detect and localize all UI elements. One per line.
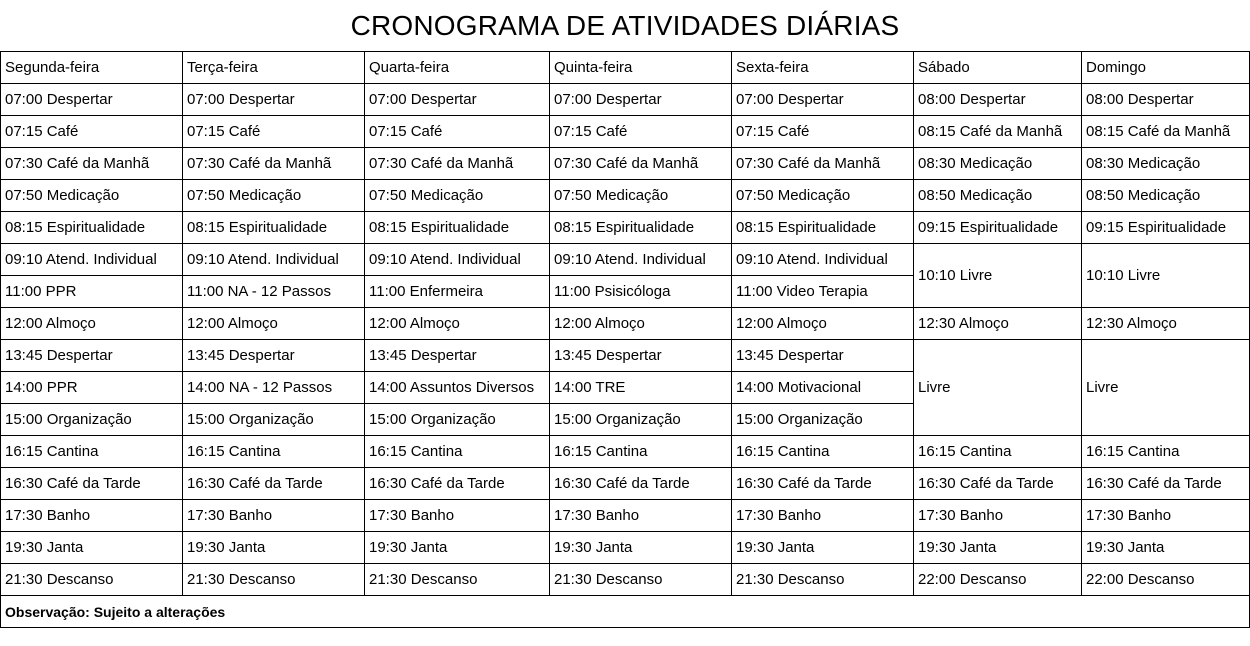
schedule-cell: 17:30 Banho — [550, 500, 732, 532]
schedule-cell: 07:30 Café da Manhã — [550, 148, 732, 180]
weekend-cell: 16:15 Cantina — [914, 436, 1082, 468]
table-row — [1, 244, 1250, 276]
weekend-cell: 16:30 Café da Tarde — [1082, 468, 1250, 500]
schedule-cell: 13:45 Despertar — [365, 340, 550, 372]
schedule-cell: 21:30 Descanso — [1, 564, 183, 596]
schedule-cell: 16:15 Cantina — [365, 436, 550, 468]
weekend-cell: 08:30 Medicação — [914, 148, 1082, 180]
schedule-cell: 11:00 Video Terapia — [732, 276, 914, 308]
table-row — [1, 468, 1250, 500]
schedule-cell: 07:30 Café da Manhã — [732, 148, 914, 180]
weekend-cell: 08:00 Despertar — [1082, 84, 1250, 116]
schedule-cell: 09:10 Atend. Individual — [1, 244, 183, 276]
schedule-cell: 21:30 Descanso — [550, 564, 732, 596]
schedule-cell: 13:45 Despertar — [183, 340, 365, 372]
schedule-cell: 07:50 Medicação — [183, 180, 365, 212]
schedule-cell: 08:15 Espiritualidade — [183, 212, 365, 244]
page-title: CRONOGRAMA DE ATIVIDADES DIÁRIAS — [350, 10, 900, 41]
schedule-cell: 11:00 Psisicóloga — [550, 276, 732, 308]
day-header: Segunda-feira — [1, 52, 183, 84]
weekend-cell: 12:30 Almoço — [914, 308, 1082, 340]
day-header: Terça-feira — [183, 52, 365, 84]
note-row — [1, 596, 1250, 628]
schedule-cell: 17:30 Banho — [732, 500, 914, 532]
schedule-cell: 19:30 Janta — [365, 532, 550, 564]
schedule-cell: 07:50 Medicação — [732, 180, 914, 212]
schedule-cell: 15:00 Organização — [183, 404, 365, 436]
schedule-cell: 12:00 Almoço — [732, 308, 914, 340]
schedule-cell: 07:00 Despertar — [550, 84, 732, 116]
schedule-cell: 19:30 Janta — [550, 532, 732, 564]
schedule-cell: 09:10 Atend. Individual — [732, 244, 914, 276]
weekend-cell: 08:15 Café da Manhã — [1082, 116, 1250, 148]
schedule-cell: 08:15 Espiritualidade — [1, 212, 183, 244]
weekend-cell: 22:00 Descanso — [1082, 564, 1250, 596]
schedule-cell: 07:15 Café — [1, 116, 183, 148]
schedule-cell: 16:30 Café da Tarde — [732, 468, 914, 500]
table-row — [1, 180, 1250, 212]
schedule-cell: 08:15 Espiritualidade — [732, 212, 914, 244]
schedule-cell: 07:30 Café da Manhã — [1, 148, 183, 180]
table-row — [1, 500, 1250, 532]
schedule-cell: 16:30 Café da Tarde — [183, 468, 365, 500]
weekend-cell: 19:30 Janta — [1082, 532, 1250, 564]
weekend-cell: 17:30 Banho — [1082, 500, 1250, 532]
weekend-cell: 10:10 Livre — [914, 244, 1082, 308]
schedule-cell: 16:15 Cantina — [183, 436, 365, 468]
table-row — [1, 308, 1250, 340]
schedule-cell: 07:00 Despertar — [1, 84, 183, 116]
schedule-cell: 07:50 Medicação — [1, 180, 183, 212]
schedule-cell: 13:45 Despertar — [1, 340, 183, 372]
schedule-cell: 21:30 Descanso — [732, 564, 914, 596]
schedule-cell: 12:00 Almoço — [1, 308, 183, 340]
schedule-cell: 16:15 Cantina — [550, 436, 732, 468]
weekend-cell: 08:15 Café da Manhã — [914, 116, 1082, 148]
weekend-cell: 16:30 Café da Tarde — [914, 468, 1082, 500]
schedule-cell: 11:00 PPR — [1, 276, 183, 308]
schedule-cell: 16:15 Cantina — [1, 436, 183, 468]
weekend-cell: Livre — [1082, 340, 1250, 436]
table-row — [1, 116, 1250, 148]
day-header: Quinta-feira — [550, 52, 732, 84]
table-row — [1, 436, 1250, 468]
schedule-cell: 08:15 Espiritualidade — [365, 212, 550, 244]
schedule-cell: 16:30 Café da Tarde — [550, 468, 732, 500]
schedule-cell: 14:00 Motivacional — [732, 372, 914, 404]
schedule-cell: 12:00 Almoço — [365, 308, 550, 340]
weekend-cell: 12:30 Almoço — [1082, 308, 1250, 340]
schedule-body — [1, 52, 1250, 628]
schedule-cell: 09:10 Atend. Individual — [365, 244, 550, 276]
weekend-cell: 22:00 Descanso — [914, 564, 1082, 596]
schedule-cell: 16:30 Café da Tarde — [1, 468, 183, 500]
schedule-cell: 07:00 Despertar — [365, 84, 550, 116]
schedule-cell: 13:45 Despertar — [550, 340, 732, 372]
table-row — [1, 84, 1250, 116]
schedule-cell: 14:00 TRE — [550, 372, 732, 404]
schedule-cell: 14:00 PPR — [1, 372, 183, 404]
header-row — [1, 52, 1250, 84]
table-row — [1, 532, 1250, 564]
schedule-cell: 09:10 Atend. Individual — [550, 244, 732, 276]
weekend-cell: 08:00 Despertar — [914, 84, 1082, 116]
weekend-cell: 19:30 Janta — [914, 532, 1082, 564]
schedule-cell: 16:30 Café da Tarde — [365, 468, 550, 500]
schedule-cell: 07:00 Despertar — [732, 84, 914, 116]
schedule-cell: 11:00 NA - 12 Passos — [183, 276, 365, 308]
schedule-cell: 07:15 Café — [183, 116, 365, 148]
schedule-cell: 19:30 Janta — [183, 532, 365, 564]
schedule-cell: 17:30 Banho — [1, 500, 183, 532]
schedule-cell: 21:30 Descanso — [183, 564, 365, 596]
day-header: Domingo — [1082, 52, 1250, 84]
schedule-cell: 12:00 Almoço — [550, 308, 732, 340]
schedule-cell: 07:30 Café da Manhã — [183, 148, 365, 180]
schedule-cell: 16:15 Cantina — [732, 436, 914, 468]
day-header: Sexta-feira — [732, 52, 914, 84]
schedule-cell: 19:30 Janta — [1, 532, 183, 564]
weekend-cell: 09:15 Espiritualidade — [914, 212, 1082, 244]
table-row — [1, 148, 1250, 180]
schedule-cell: 07:15 Café — [365, 116, 550, 148]
schedule-cell: 14:00 NA - 12 Passos — [183, 372, 365, 404]
table-row — [1, 564, 1250, 596]
schedule-cell: 14:00 Assuntos Diversos — [365, 372, 550, 404]
day-header: Quarta-feira — [365, 52, 550, 84]
schedule-cell: 07:50 Medicação — [550, 180, 732, 212]
schedule-cell: 15:00 Organização — [365, 404, 550, 436]
table-row — [1, 212, 1250, 244]
schedule-table — [0, 51, 1250, 628]
schedule-cell: 08:15 Espiritualidade — [550, 212, 732, 244]
schedule-cell: 07:50 Medicação — [365, 180, 550, 212]
schedule-cell: 09:10 Atend. Individual — [183, 244, 365, 276]
schedule-cell: 15:00 Organização — [1, 404, 183, 436]
schedule-cell: 15:00 Organização — [550, 404, 732, 436]
schedule-cell: 13:45 Despertar — [732, 340, 914, 372]
schedule-cell: 07:15 Café — [732, 116, 914, 148]
schedule-cell: 19:30 Janta — [732, 532, 914, 564]
weekend-cell: 08:50 Medicação — [914, 180, 1082, 212]
table-row — [1, 340, 1250, 372]
weekend-cell: 08:50 Medicação — [1082, 180, 1250, 212]
schedule-cell: 15:00 Organização — [732, 404, 914, 436]
schedule-cell: 12:00 Almoço — [183, 308, 365, 340]
schedule-cell: 07:00 Despertar — [183, 84, 365, 116]
weekend-cell: 17:30 Banho — [914, 500, 1082, 532]
schedule-cell: 21:30 Descanso — [365, 564, 550, 596]
schedule-cell: 17:30 Banho — [365, 500, 550, 532]
weekend-cell: 10:10 Livre — [1082, 244, 1250, 308]
note-text: Observação: Sujeito a alterações — [1, 596, 1250, 628]
schedule-cell: 17:30 Banho — [183, 500, 365, 532]
weekend-cell: 09:15 Espiritualidade — [1082, 212, 1250, 244]
day-header: Sábado — [914, 52, 1082, 84]
weekend-cell: Livre — [914, 340, 1082, 436]
schedule-cell: 07:15 Café — [550, 116, 732, 148]
schedule-cell: 07:30 Café da Manhã — [365, 148, 550, 180]
weekend-cell: 08:30 Medicação — [1082, 148, 1250, 180]
weekend-cell: 16:15 Cantina — [1082, 436, 1250, 468]
schedule-cell: 11:00 Enfermeira — [365, 276, 550, 308]
